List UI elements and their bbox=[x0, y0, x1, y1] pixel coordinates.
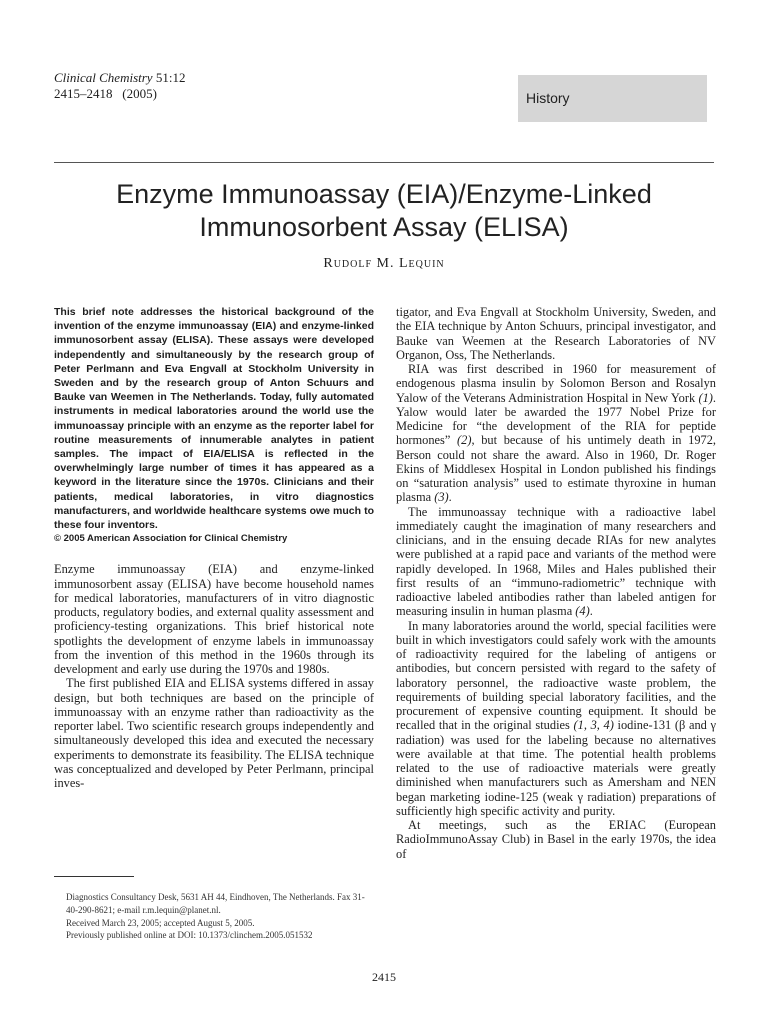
reference-link[interactable]: (1, 3, 4) bbox=[573, 718, 614, 733]
reference-link[interactable]: (4) bbox=[575, 604, 590, 619]
body-paragraph: Enzyme immunoassay (EIA) and enzyme-linked immunosorbent assay (ELISA) have become household names for medical laboratories, manufacturers of in vitro diagnostic products, regulatory bodies, and external quality assessment and proficiency-testing organizations. This brief historical note spotlights the development of enzyme labels in immunoassay from the invention of this method in the 1960s through its development and early use during the 1970s and 1980s. bbox=[54, 562, 374, 676]
footnotes bbox=[54, 876, 374, 942]
body-paragraph: In many laboratories around the world, special facilities were built in which investigators could safely work with the amounts of radioactivity required for the labeling of antigens or antibodies, but concern persisted with regard to the safety of laboratory personnel, the radioactive waste problem, the requirements of building special laboratory facilities, and the procurement of expensive counting equipment. It should be recalled that in the original studies (1, 3, 4) iodine-131 (β and γ radiation) was used for the labeling because no alternatives were available at that time. The potential health problems related to the use of radioactive materials were greatly diminished when manufacturers such as Amersham and NEN began marketing iodine-125 (weak γ radiation) preparations of sufficiently high specific activity and purity. bbox=[396, 618, 716, 818]
footnote-rule bbox=[54, 876, 134, 877]
copyright-notice: © 2005 American Association for Clinical Chemistry bbox=[54, 533, 288, 545]
author-name: Rudolf M. Lequin bbox=[323, 256, 445, 271]
reference-link[interactable]: (1) bbox=[698, 390, 713, 405]
title-line-1: Enzyme Immunoassay (EIA)/Enzyme-Linked bbox=[116, 179, 652, 209]
reference-link[interactable]: (3) bbox=[434, 490, 449, 505]
title-line-2: Immunosorbent Assay (ELISA) bbox=[199, 212, 569, 242]
journal-pages: 2415–2418 bbox=[54, 86, 113, 101]
journal-volume: 51:12 bbox=[155, 70, 186, 85]
article-title bbox=[54, 178, 714, 244]
reference-link[interactable]: (2) bbox=[457, 433, 472, 448]
journal-citation bbox=[54, 70, 185, 102]
journal-name: Clinical Chemistry bbox=[54, 70, 153, 85]
left-column bbox=[54, 305, 374, 790]
journal-year: (2005) bbox=[122, 86, 157, 101]
footnote-doi: Previously published online at DOI: 10.1373/clinchem.2005.051532 bbox=[66, 930, 313, 941]
abstract: This brief note addresses the historical background of the invention of the enzyme immunoassay (EIA) and enzyme-linked immunosorbent assay (ELISA). These assays were developed independently and simultaneously by the research group of Peter Perlmann and Eva Engvall at Stockholm University in Sweden and by the research group of Anton Schuurs and Bauke van Weemen in The Netherlands. Today, fully automated instruments in medical laboratories around the world use the immunoassay principle with an enzyme as the reporter label for routine measurements of innumerable analytes in patient samples. The impact of EIA/ELISA is reflected in the overwhelmingly large number of times it has appeared as a keyword in the literature since the 1970s. Clinicians and their patients, medical laboratories, in vitro diagnostics manufacturers, and worldwide healthcare systems owe much to these four inventors. bbox=[54, 306, 374, 532]
footnote-affiliation: Diagnostics Consultancy Desk, 5631 AH 44, Eindhoven, The Netherlands. Fax 31-40-290-8621; e-mail r.m.lequin@planet.nl. bbox=[66, 892, 365, 915]
page-number: 2415 bbox=[372, 970, 396, 984]
footnote-received: Received March 23, 2005; accepted August 5, 2005. bbox=[66, 917, 255, 928]
body-paragraph: At meetings, such as the ERIAC (European RadioImmunoAssay Club) in Basel in the early 1970s, the idea of bbox=[396, 818, 716, 861]
body-paragraph: The immunoassay technique with a radioactive label immediately caught the imagination of many researchers and clinicians, and in the ensuing decade RIAs for new analytes were published at a rapid pace and variants of the method were rapidly developed. In 1968, Miles and Hales published their first results of an “immuno-radiometric” technique with radioactive labeled antibodies rather than labeled antigen for measuring insulin in human plasma (4). bbox=[396, 504, 716, 619]
right-column bbox=[396, 305, 716, 861]
body-paragraph: RIA was first described in 1960 for measurement of endogenous plasma insulin by Solomon Berson and Rosalyn Yalow of the Veterans Administration Hospital in New York (1). Yalow would later be awarded the 1977 Nobel Prize for Medicine for “the development of the RIA for peptide hormones” (2), but because of his untimely death in 1972, Berson could not share the award. Also in 1960, Dr. Roger Ekins of Middlesex Hospital in London published his findings on “saturation analysis” used to estimate thyroxine in human plasma (3). bbox=[396, 362, 717, 505]
header-rule bbox=[54, 162, 714, 163]
section-label: History bbox=[518, 75, 707, 122]
body-paragraph: tigator, and Eva Engvall at Stockholm University, Sweden, and the EIA technique by Anton Schuurs, principal investigator, and Bauke van Weemen at the Research Laboratories of NV Organon, Oss, The Netherlands. bbox=[396, 305, 716, 362]
body-paragraph: The first published EIA and ELISA systems differed in assay design, but both techniques are based on the principle of immunoassay with an enzyme rather than radioactivity as the reporter label. Two scientific research groups independently and simultaneously developed this idea and executed the necessary experiments to demonstrate its feasibility. The ELISA technique was conceptualized and developed by Peter Perlmann, principal inves- bbox=[54, 676, 374, 790]
